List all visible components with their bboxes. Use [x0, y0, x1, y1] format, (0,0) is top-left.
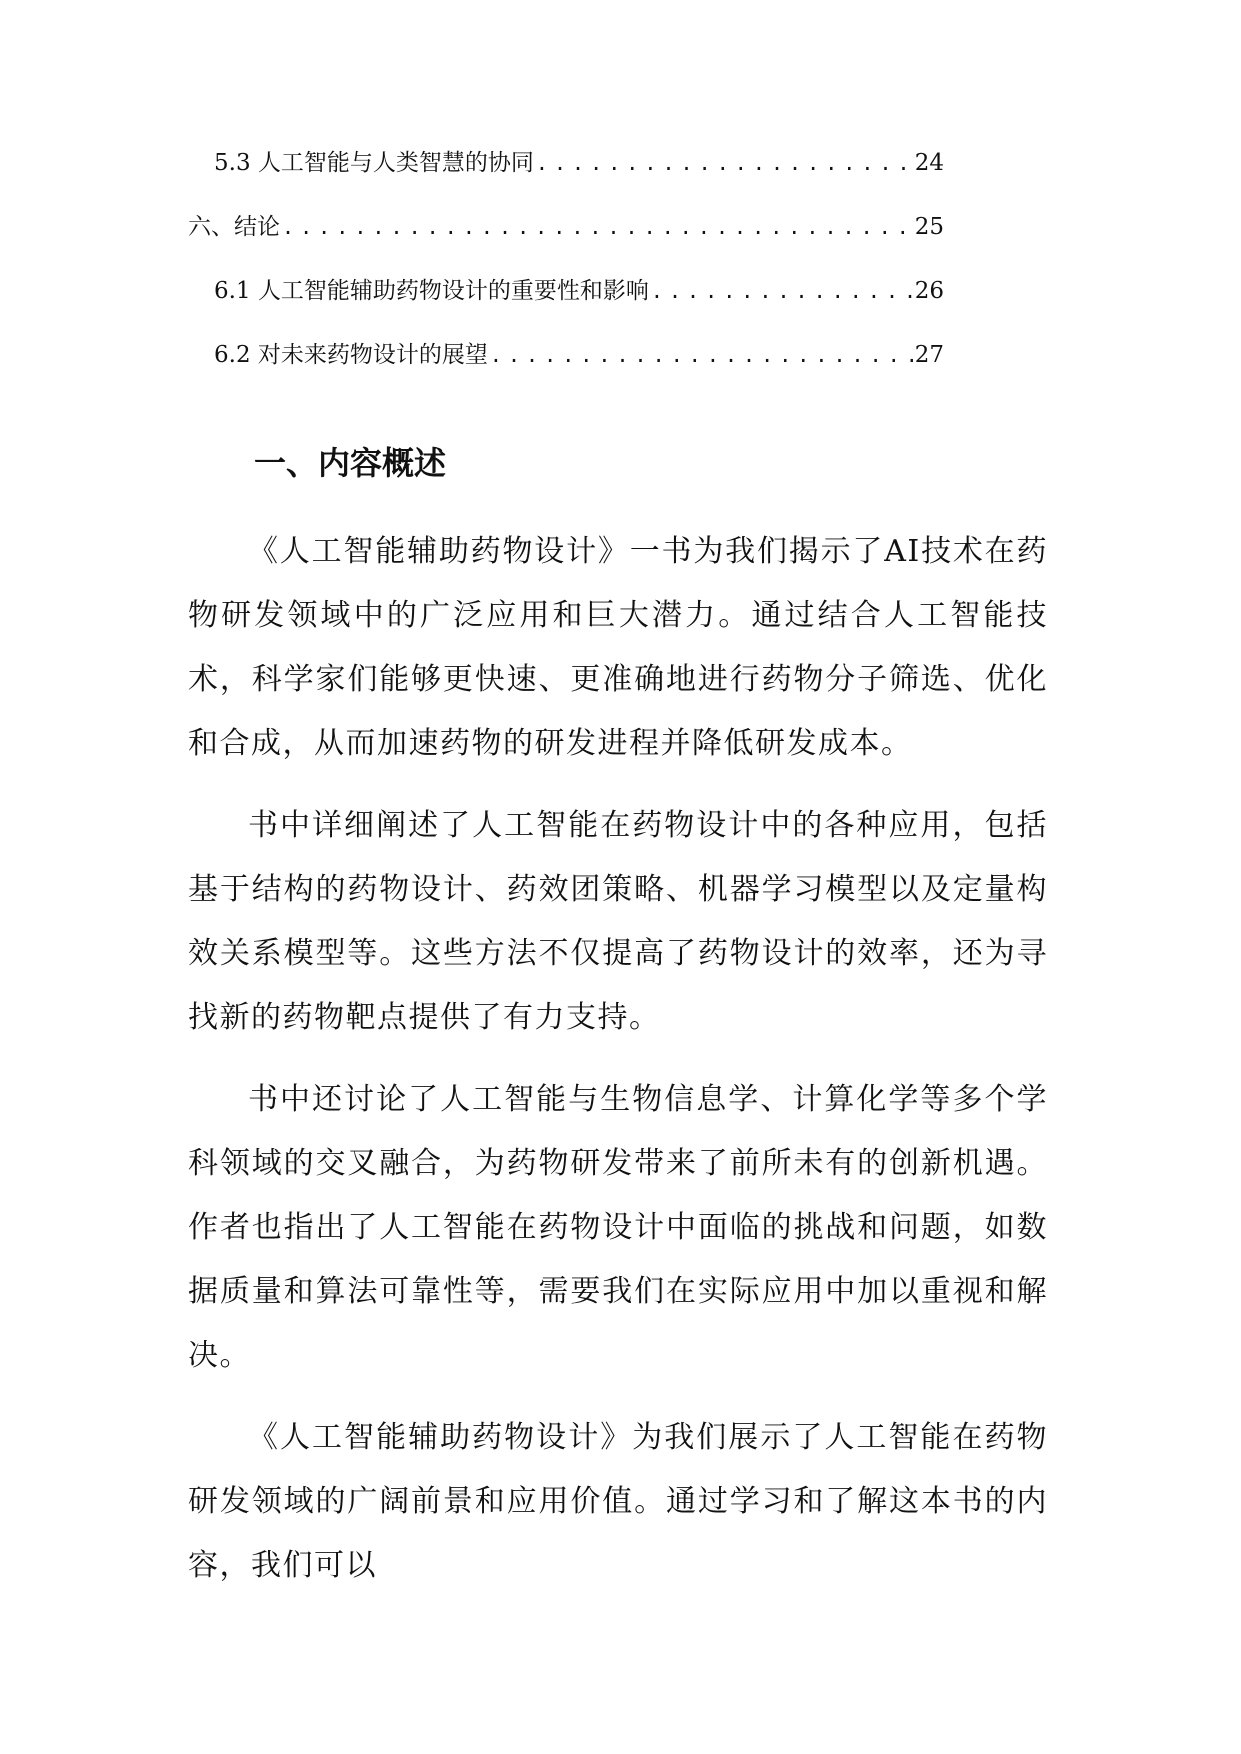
paragraph: 书中详细阐述了人工智能在药物设计中的各种应用，包括基于结构的药物设计、药效团策略、机器学习模型以及定量构效关系模型等。这些方法不仅提高了药物设计的效率，还为寻找新的药物靶点提供了有力支持。 — [188, 808, 1048, 1035]
toc-entry-page: 26 — [914, 278, 944, 304]
paragraph: 《人工智能辅助药物设计》一书为我们揭示了AI技术在药物研发领域中的广泛应用和巨大潜力。通过结合人工智能技术，科学家们能够更快速、更准确地进行药物分子筛选、优化和合成，从而加速药物的研发进程并降低研发成本。 — [188, 534, 1048, 761]
toc-entry-title: 6.2 对未来药物设计的展望 — [214, 342, 488, 368]
toc-leader-dots — [651, 276, 913, 306]
toc-entry-page: 24 — [914, 150, 944, 176]
toc-entry[interactable] — [214, 340, 944, 404]
table-of-contents — [188, 148, 968, 404]
toc-entry-title: 六、结论 — [188, 214, 280, 240]
toc-entry-page: 25 — [914, 214, 944, 240]
section-body — [188, 520, 1048, 1598]
toc-leader-dots — [490, 340, 913, 370]
toc-leader-dots — [282, 212, 913, 242]
toc-entry[interactable] — [214, 276, 944, 340]
toc-entry[interactable] — [188, 212, 944, 276]
toc-entry-title: 6.1 人工智能辅助药物设计的重要性和影响 — [214, 278, 649, 304]
toc-entry-page: 27 — [914, 342, 944, 368]
toc-entry-title: 5.3 人工智能与人类智慧的协同 — [214, 150, 534, 176]
toc-entry[interactable] — [214, 148, 944, 212]
paragraph: 《人工智能辅助药物设计》为我们展示了人工智能在药物研发领域的广阔前景和应用价值。通过学习和了解这本书的内容，我们可以 — [188, 1420, 1048, 1583]
section-heading: 一、内容概述 — [254, 444, 447, 482]
paragraph: 书中还讨论了人工智能与生物信息学、计算化学等多个学科领域的交叉融合，为药物研发带来了前所未有的创新机遇。作者也指出了人工智能在药物设计中面临的挑战和问题，如数据质量和算法可靠性等，需要我们在实际应用中加以重视和解决。 — [188, 1082, 1048, 1373]
toc-leader-dots — [536, 148, 913, 178]
